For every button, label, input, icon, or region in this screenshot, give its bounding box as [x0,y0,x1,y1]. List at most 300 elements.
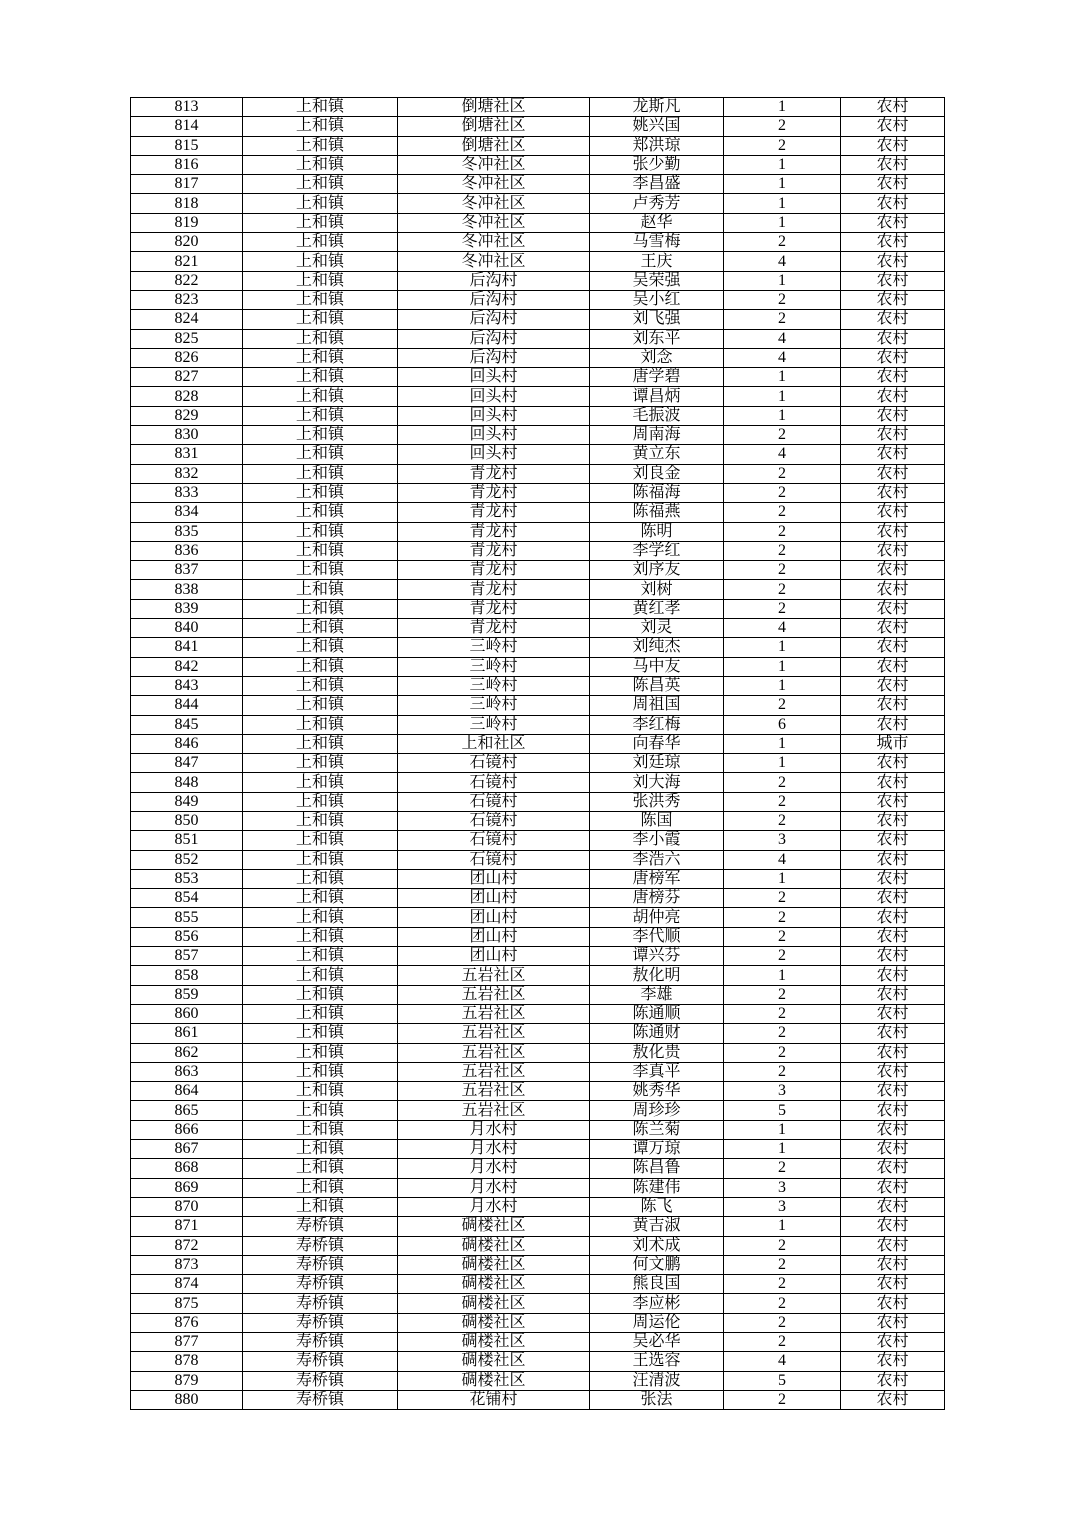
town-cell: 上和镇 [243,773,398,792]
name-cell: 向春华 [590,734,724,753]
serial-cell: 859 [131,985,243,1004]
town-cell: 上和镇 [243,850,398,869]
name-cell: 姚兴国 [590,117,724,136]
household-size-cell: 3 [724,1197,841,1216]
village-cell: 花铺村 [398,1390,590,1409]
serial-cell: 854 [131,889,243,908]
town-cell: 上和镇 [243,619,398,638]
town-cell: 上和镇 [243,1082,398,1101]
serial-cell: 832 [131,464,243,483]
name-cell: 陈昌鲁 [590,1159,724,1178]
name-cell: 刘纯杰 [590,638,724,657]
area-type-cell: 农村 [841,426,945,445]
household-size-cell: 2 [724,792,841,811]
name-cell: 吴荣强 [590,271,724,290]
name-cell: 胡仲亮 [590,908,724,927]
table-row [131,754,945,773]
serial-cell: 850 [131,811,243,830]
village-cell: 三岭村 [398,657,590,676]
household-size-cell: 2 [724,136,841,155]
village-cell: 五岩社区 [398,1062,590,1081]
area-type-cell: 农村 [841,908,945,927]
serial-cell: 852 [131,850,243,869]
village-cell: 月水村 [398,1159,590,1178]
serial-cell: 843 [131,676,243,695]
village-cell: 回头村 [398,445,590,464]
village-cell: 上和社区 [398,734,590,753]
area-type-cell: 农村 [841,271,945,290]
serial-cell: 871 [131,1217,243,1236]
village-cell: 后沟村 [398,329,590,348]
name-cell: 李小霞 [590,831,724,850]
table-row [131,850,945,869]
table-row [131,908,945,927]
town-cell: 上和镇 [243,1062,398,1081]
serial-cell: 863 [131,1062,243,1081]
village-cell: 碉楼社区 [398,1333,590,1352]
table-row [131,599,945,618]
household-size-cell: 1 [724,1120,841,1139]
table-row [131,619,945,638]
household-size-cell: 1 [724,754,841,773]
household-size-cell: 1 [724,657,841,676]
village-cell: 三岭村 [398,696,590,715]
name-cell: 陈飞 [590,1197,724,1216]
village-cell: 石镜村 [398,850,590,869]
town-cell: 寿桥镇 [243,1390,398,1409]
name-cell: 李浩六 [590,850,724,869]
table-row [131,696,945,715]
area-type-cell: 农村 [841,233,945,252]
household-size-cell: 1 [724,175,841,194]
area-type-cell: 农村 [841,117,945,136]
name-cell: 李雄 [590,985,724,1004]
village-cell: 回头村 [398,406,590,425]
village-cell: 碉楼社区 [398,1217,590,1236]
town-cell: 上和镇 [243,1043,398,1062]
town-cell: 寿桥镇 [243,1333,398,1352]
household-size-cell: 2 [724,117,841,136]
area-type-cell: 农村 [841,850,945,869]
serial-cell: 845 [131,715,243,734]
household-size-cell: 3 [724,831,841,850]
name-cell: 唐学碧 [590,368,724,387]
area-type-cell: 农村 [841,1313,945,1332]
serial-cell: 880 [131,1390,243,1409]
name-cell: 陈通顺 [590,1004,724,1023]
area-type-cell: 农村 [841,657,945,676]
serial-cell: 820 [131,233,243,252]
household-size-cell: 2 [724,483,841,502]
household-size-cell: 2 [724,1004,841,1023]
name-cell: 王选容 [590,1352,724,1371]
household-size-cell: 2 [724,426,841,445]
town-cell: 上和镇 [243,985,398,1004]
area-type-cell: 农村 [841,1236,945,1255]
area-type-cell: 农村 [841,1159,945,1178]
table-row [131,1101,945,1120]
village-cell: 冬冲社区 [398,175,590,194]
table-row [131,869,945,888]
area-type-cell: 农村 [841,1217,945,1236]
area-type-cell: 农村 [841,889,945,908]
town-cell: 上和镇 [243,406,398,425]
table-row [131,947,945,966]
area-type-cell: 农村 [841,406,945,425]
household-size-cell: 4 [724,445,841,464]
town-cell: 上和镇 [243,1101,398,1120]
area-type-cell: 农村 [841,966,945,985]
household-size-cell: 2 [724,580,841,599]
household-size-cell: 4 [724,1352,841,1371]
town-cell: 上和镇 [243,599,398,618]
area-type-cell: 农村 [841,368,945,387]
town-cell: 上和镇 [243,522,398,541]
table-row [131,426,945,445]
town-cell: 上和镇 [243,426,398,445]
village-cell: 五岩社区 [398,985,590,1004]
serial-cell: 822 [131,271,243,290]
serial-cell: 855 [131,908,243,927]
table-row [131,1236,945,1255]
name-cell: 陈建伟 [590,1178,724,1197]
household-size-cell: 1 [724,638,841,657]
name-cell: 陈福燕 [590,503,724,522]
table-row [131,1294,945,1313]
name-cell: 周南海 [590,426,724,445]
town-cell: 上和镇 [243,811,398,830]
town-cell: 寿桥镇 [243,1313,398,1332]
area-type-cell: 农村 [841,483,945,502]
household-size-cell: 1 [724,406,841,425]
town-cell: 上和镇 [243,233,398,252]
table-row [131,348,945,367]
table-row [131,252,945,271]
table-row [131,1352,945,1371]
area-type-cell: 农村 [841,213,945,232]
area-type-cell: 农村 [841,985,945,1004]
serial-cell: 818 [131,194,243,213]
data-table [130,97,945,1410]
household-size-cell: 1 [724,194,841,213]
area-type-cell: 农村 [841,1352,945,1371]
name-cell: 敖化贵 [590,1043,724,1062]
name-cell: 陈福海 [590,483,724,502]
area-type-cell: 农村 [841,464,945,483]
table-row [131,117,945,136]
table-row [131,1197,945,1216]
household-size-cell: 2 [724,1236,841,1255]
table-row [131,483,945,502]
town-cell: 上和镇 [243,638,398,657]
household-size-cell: 2 [724,1255,841,1274]
village-cell: 碉楼社区 [398,1275,590,1294]
town-cell: 上和镇 [243,541,398,560]
household-size-cell: 1 [724,368,841,387]
village-cell: 五岩社区 [398,1101,590,1120]
name-cell: 刘东平 [590,329,724,348]
area-type-cell: 农村 [841,1004,945,1023]
area-type-cell: 农村 [841,1101,945,1120]
serial-cell: 839 [131,599,243,618]
village-cell: 冬冲社区 [398,233,590,252]
village-cell: 青龙村 [398,619,590,638]
name-cell: 姚秀华 [590,1082,724,1101]
table-row [131,638,945,657]
town-cell: 上和镇 [243,348,398,367]
name-cell: 陈国 [590,811,724,830]
village-cell: 团山村 [398,908,590,927]
serial-cell: 816 [131,155,243,174]
household-size-cell: 6 [724,715,841,734]
name-cell: 刘良金 [590,464,724,483]
name-cell: 陈兰菊 [590,1120,724,1139]
serial-cell: 830 [131,426,243,445]
name-cell: 马雪梅 [590,233,724,252]
village-cell: 冬冲社区 [398,194,590,213]
serial-cell: 870 [131,1197,243,1216]
household-size-cell: 4 [724,850,841,869]
serial-cell: 872 [131,1236,243,1255]
town-cell: 上和镇 [243,908,398,927]
serial-cell: 841 [131,638,243,657]
serial-cell: 862 [131,1043,243,1062]
area-type-cell: 农村 [841,194,945,213]
town-cell: 上和镇 [243,117,398,136]
village-cell: 回头村 [398,368,590,387]
serial-cell: 865 [131,1101,243,1120]
household-size-cell: 1 [724,98,841,117]
town-cell: 上和镇 [243,368,398,387]
town-cell: 寿桥镇 [243,1275,398,1294]
name-cell: 周珍珍 [590,1101,724,1120]
village-cell: 石镜村 [398,792,590,811]
name-cell: 谭兴芬 [590,947,724,966]
town-cell: 上和镇 [243,329,398,348]
name-cell: 李昌盛 [590,175,724,194]
name-cell: 汪清波 [590,1371,724,1390]
serial-cell: 869 [131,1178,243,1197]
name-cell: 刘大海 [590,773,724,792]
serial-cell: 815 [131,136,243,155]
town-cell: 上和镇 [243,947,398,966]
town-cell: 上和镇 [243,1140,398,1159]
household-size-cell: 2 [724,522,841,541]
serial-cell: 838 [131,580,243,599]
serial-cell: 819 [131,213,243,232]
village-cell: 青龙村 [398,561,590,580]
household-size-cell: 2 [724,1024,841,1043]
serial-cell: 867 [131,1140,243,1159]
household-size-cell: 2 [724,561,841,580]
table-row [131,831,945,850]
village-cell: 碉楼社区 [398,1371,590,1390]
name-cell: 陈通财 [590,1024,724,1043]
table-row [131,1140,945,1159]
table-row [131,1275,945,1294]
village-cell: 青龙村 [398,483,590,502]
village-cell: 团山村 [398,927,590,946]
table-row [131,1313,945,1332]
serial-cell: 846 [131,734,243,753]
name-cell: 刘廷琼 [590,754,724,773]
town-cell: 上和镇 [243,966,398,985]
village-cell: 青龙村 [398,464,590,483]
area-type-cell: 农村 [841,676,945,695]
area-type-cell: 农村 [841,155,945,174]
serial-cell: 836 [131,541,243,560]
town-cell: 上和镇 [243,310,398,329]
table-row [131,580,945,599]
household-size-cell: 2 [724,1275,841,1294]
town-cell: 上和镇 [243,136,398,155]
village-cell: 回头村 [398,387,590,406]
table-row [131,792,945,811]
area-type-cell: 农村 [841,947,945,966]
name-cell: 陈昌英 [590,676,724,695]
village-cell: 倒塘社区 [398,117,590,136]
table-row [131,136,945,155]
household-size-cell: 2 [724,908,841,927]
village-cell: 五岩社区 [398,1082,590,1101]
name-cell: 谭昌炳 [590,387,724,406]
household-size-cell: 2 [724,947,841,966]
table-row [131,773,945,792]
serial-cell: 860 [131,1004,243,1023]
household-size-cell: 1 [724,734,841,753]
village-cell: 碉楼社区 [398,1255,590,1274]
area-type-cell: 农村 [841,136,945,155]
table-row [131,213,945,232]
table-row [131,1178,945,1197]
town-cell: 上和镇 [243,1120,398,1139]
serial-cell: 831 [131,445,243,464]
table-row [131,927,945,946]
name-cell: 黄立东 [590,445,724,464]
household-size-cell: 2 [724,985,841,1004]
serial-cell: 853 [131,869,243,888]
village-cell: 倒塘社区 [398,136,590,155]
town-cell: 上和镇 [243,387,398,406]
area-type-cell: 农村 [841,811,945,830]
table-row [131,368,945,387]
household-size-cell: 2 [724,503,841,522]
area-type-cell: 农村 [841,290,945,309]
town-cell: 上和镇 [243,290,398,309]
household-size-cell: 5 [724,1371,841,1390]
serial-cell: 877 [131,1333,243,1352]
table-row [131,445,945,464]
table-row [131,1043,945,1062]
area-type-cell: 农村 [841,98,945,117]
village-cell: 石镜村 [398,831,590,850]
area-type-cell: 农村 [841,348,945,367]
serial-cell: 861 [131,1024,243,1043]
table-row [131,561,945,580]
serial-cell: 833 [131,483,243,502]
table-row [131,1024,945,1043]
village-cell: 五岩社区 [398,1043,590,1062]
area-type-cell: 农村 [841,522,945,541]
town-cell: 寿桥镇 [243,1236,398,1255]
table-row [131,966,945,985]
name-cell: 周运伦 [590,1313,724,1332]
serial-cell: 829 [131,406,243,425]
town-cell: 上和镇 [243,792,398,811]
town-cell: 上和镇 [243,657,398,676]
household-size-cell: 2 [724,599,841,618]
table-row [131,1390,945,1409]
village-cell: 回头村 [398,426,590,445]
household-size-cell: 4 [724,619,841,638]
household-size-cell: 1 [724,676,841,695]
table-row [131,985,945,1004]
household-size-cell: 1 [724,966,841,985]
village-cell: 冬冲社区 [398,252,590,271]
table-row [131,406,945,425]
town-cell: 上和镇 [243,445,398,464]
table-row [131,1120,945,1139]
name-cell: 李红梅 [590,715,724,734]
serial-cell: 821 [131,252,243,271]
serial-cell: 866 [131,1120,243,1139]
town-cell: 上和镇 [243,754,398,773]
area-type-cell: 农村 [841,1371,945,1390]
table-row [131,175,945,194]
table-row [131,715,945,734]
table-row [131,155,945,174]
area-type-cell: 农村 [841,387,945,406]
household-size-cell: 3 [724,1082,841,1101]
village-cell: 青龙村 [398,522,590,541]
household-size-cell: 1 [724,869,841,888]
village-cell: 冬冲社区 [398,213,590,232]
town-cell: 上和镇 [243,561,398,580]
town-cell: 上和镇 [243,1004,398,1023]
town-cell: 上和镇 [243,831,398,850]
town-cell: 上和镇 [243,734,398,753]
table-row [131,1255,945,1274]
town-cell: 上和镇 [243,889,398,908]
household-size-cell: 2 [724,233,841,252]
household-size-cell: 2 [724,1333,841,1352]
village-cell: 石镜村 [398,811,590,830]
name-cell: 周祖国 [590,696,724,715]
household-size-cell: 1 [724,155,841,174]
serial-cell: 876 [131,1313,243,1332]
household-size-cell: 2 [724,1313,841,1332]
table-row [131,1082,945,1101]
area-type-cell: 农村 [841,869,945,888]
serial-cell: 873 [131,1255,243,1274]
serial-cell: 842 [131,657,243,676]
serial-cell: 864 [131,1082,243,1101]
area-type-cell: 农村 [841,1178,945,1197]
village-cell: 五岩社区 [398,1024,590,1043]
name-cell: 黄吉淑 [590,1217,724,1236]
serial-cell: 847 [131,754,243,773]
name-cell: 马中友 [590,657,724,676]
name-cell: 刘飞强 [590,310,724,329]
village-cell: 后沟村 [398,348,590,367]
household-size-cell: 2 [724,889,841,908]
town-cell: 上和镇 [243,98,398,117]
area-type-cell: 城市 [841,734,945,753]
table-row [131,1004,945,1023]
serial-cell: 825 [131,329,243,348]
name-cell: 刘序友 [590,561,724,580]
area-type-cell: 农村 [841,1275,945,1294]
